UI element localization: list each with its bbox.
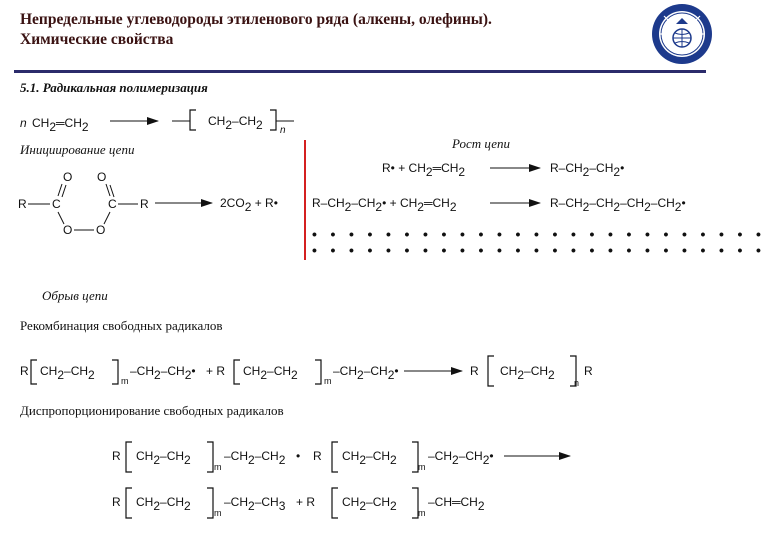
svg-text:R: R: [112, 495, 121, 509]
growth-equation-1: [382, 161, 624, 179]
svg-text:R: R: [584, 364, 593, 378]
svg-text:m: m: [324, 376, 332, 386]
svg-text:m: m: [418, 508, 426, 518]
svg-text:CH2–CH2: CH2–CH2: [500, 364, 555, 382]
title-line-1: Непредельные углеводороды этиленового ряда (алкены, олефины).: [20, 11, 492, 28]
svg-text:CH2–CH2: CH2–CH2: [342, 495, 397, 513]
svg-text:m: m: [214, 508, 222, 518]
svg-text:n: n: [280, 125, 286, 136]
svg-text:C: C: [52, 197, 61, 211]
svg-text:CH2–CH2: CH2–CH2: [136, 495, 191, 513]
svg-text:m: m: [418, 462, 426, 472]
disproportionation-equation-2: [112, 488, 485, 518]
growth-label: Рост цепи: [452, 136, 510, 151]
section-heading: 5.1. Радикальная полимеризация: [20, 80, 208, 95]
svg-text:–CH2–CH2•: –CH2–CH2•: [130, 364, 196, 382]
growth-equation-2: [312, 196, 686, 214]
recombination-label: Рекомбинация свободных радикалов: [20, 318, 223, 333]
poly-n: n: [20, 116, 27, 130]
svg-text:R: R: [112, 449, 121, 463]
svg-text:CH2═CH2: CH2═CH2: [32, 116, 89, 134]
svg-text:–CH═CH2: –CH═CH2: [428, 495, 485, 513]
initiation-label: Инициирование цепи: [20, 142, 135, 157]
svg-text:–CH2–CH2•: –CH2–CH2•: [333, 364, 399, 382]
svg-text:m: m: [214, 462, 222, 472]
dots-row-1: •••••••••••••••••••••••••: [312, 226, 775, 242]
svg-text:R: R: [20, 364, 29, 378]
svg-text:CH2–CH2: CH2–CH2: [243, 364, 298, 382]
svg-text:CH2–CH2: CH2–CH2: [136, 449, 191, 467]
polymerization-equation: [20, 110, 294, 136]
initiation-equation: [18, 170, 278, 237]
svg-text:–CH2–CH3: –CH2–CH3: [224, 495, 286, 513]
svg-text:O: O: [97, 170, 107, 184]
svg-text:n: n: [574, 378, 580, 388]
recombination-equation: [20, 356, 593, 388]
svg-text:R: R: [18, 197, 27, 211]
svg-text:R–CH2–CH2–CH2–CH2•: R–CH2–CH2–CH2–CH2•: [550, 196, 686, 214]
svg-text:R: R: [470, 364, 479, 378]
dots-row-2: •••••••••••••••••••••••••: [312, 242, 775, 258]
svg-text:O: O: [63, 170, 73, 184]
title-line-2: Химические свойства: [20, 31, 174, 48]
disproportionation-label: Диспропорционирование свободных радикалов: [20, 403, 284, 418]
svg-text:CH2–CH2: CH2–CH2: [208, 114, 263, 132]
svg-text:CH2–CH2: CH2–CH2: [40, 364, 95, 382]
svg-text:–CH2–CH2•: –CH2–CH2•: [428, 449, 494, 467]
svg-text:CH2–CH2: CH2–CH2: [342, 449, 397, 467]
svg-text:O: O: [96, 223, 106, 237]
svg-text:+ R: + R: [296, 495, 316, 509]
disproportionation-equation-1: [112, 442, 570, 472]
svg-text:R: R: [140, 197, 149, 211]
svg-text:2CO2 + R•: 2CO2 + R•: [220, 196, 278, 214]
svg-text:+ R: + R: [206, 364, 226, 378]
svg-text:C: C: [108, 197, 117, 211]
svg-text:R–CH2–CH2•: R–CH2–CH2•: [550, 161, 625, 179]
svg-text:–CH2–CH2: –CH2–CH2: [224, 449, 286, 467]
svg-text:m: m: [121, 376, 129, 386]
svg-text:R: R: [313, 449, 322, 463]
svg-text:R• + CH2═CH2: R• + CH2═CH2: [382, 161, 466, 179]
svg-text:•: •: [296, 449, 301, 463]
termination-label: Обрыв цепи: [42, 288, 108, 303]
svg-text:O: O: [63, 223, 73, 237]
svg-text:R–CH2–CH2• + CH2═CH2: R–CH2–CH2• + CH2═CH2: [312, 196, 457, 214]
